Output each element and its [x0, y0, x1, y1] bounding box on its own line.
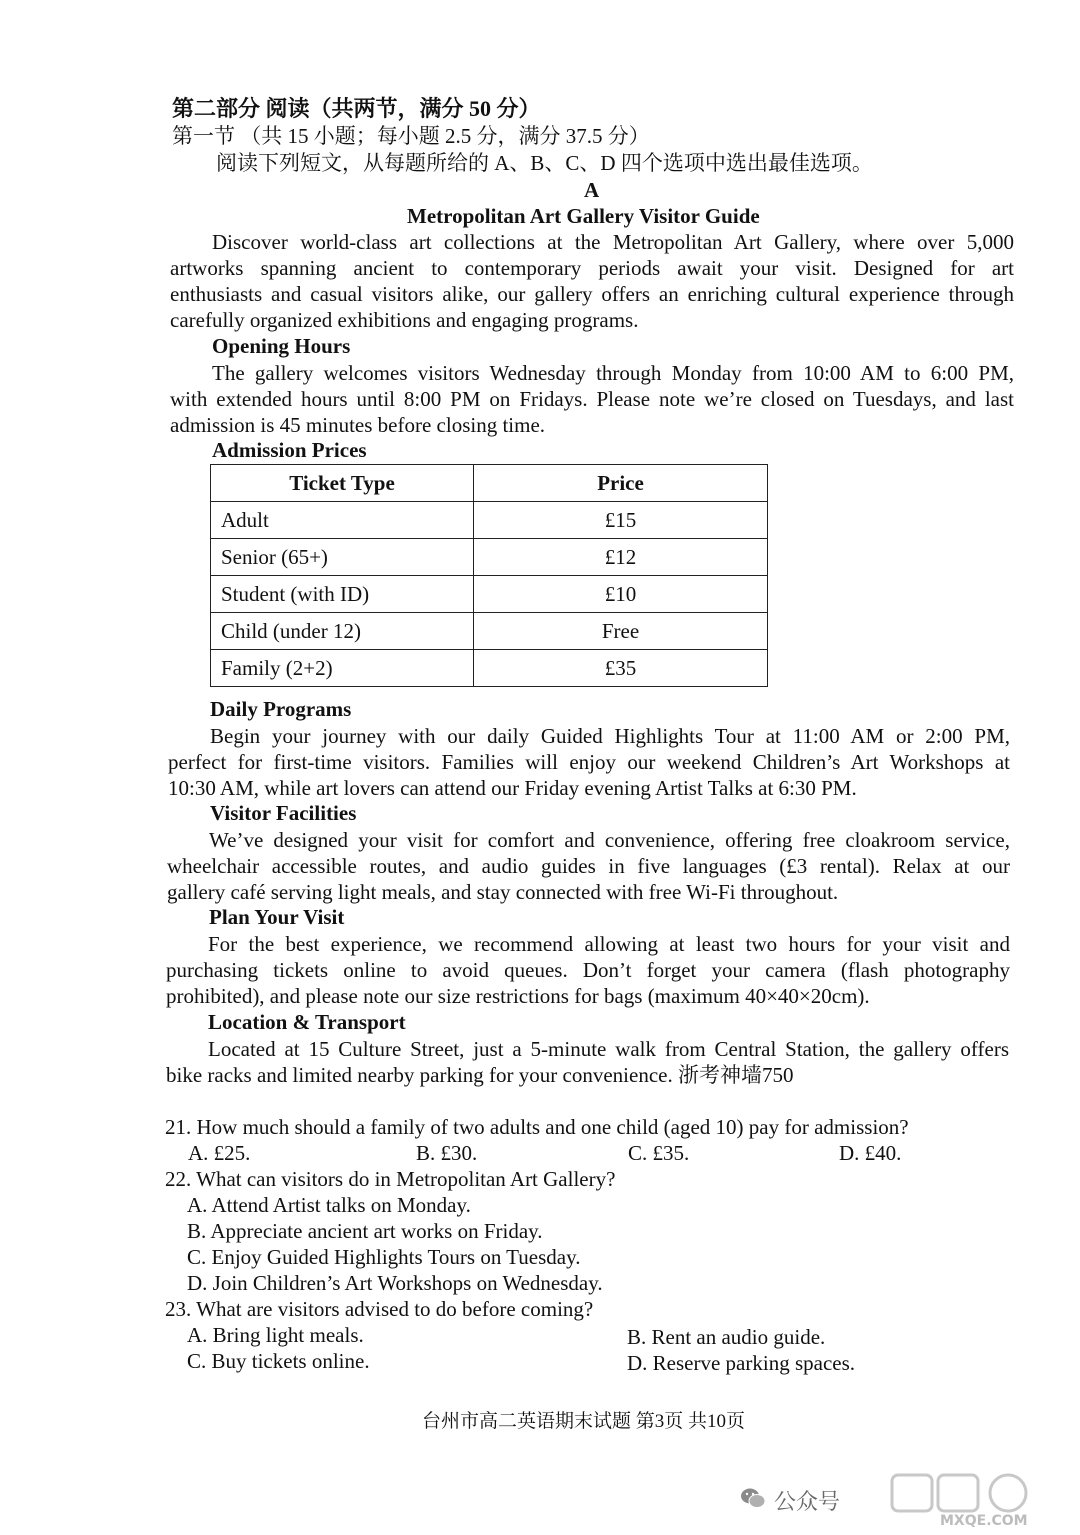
plan-line: prohibited), and please note our size restrictions for bags (maximum 40×40×20cm). [166, 984, 870, 1008]
plan-heading: Plan Your Visit [209, 905, 345, 929]
ticket-type-cell: Child (under 12) [211, 613, 474, 650]
column-header-price: Price [474, 465, 768, 502]
daily-programs-paragraph [168, 723, 1010, 801]
question-23-option-a: A. Bring light meals. [187, 1323, 364, 1347]
daily-programs-line: perfect for first-time visitors. Families will enjoy our weekend Children’s Art Workshops at [168, 750, 1010, 774]
facilities-line: gallery café serving light meals, and stay connected with free Wi-Fi throughout. [167, 880, 839, 904]
admission-prices-table [210, 464, 768, 687]
intro-line: carefully organized exhibitions and engaging programs. [170, 308, 639, 332]
question-21-option-d: D. £40. [839, 1141, 902, 1165]
daily-programs-line: 10:30 AM, while art lovers can attend our Friday evening Artist Talks at 6:30 PM. [168, 776, 857, 800]
question-23-stem: 23. What are visitors advised to do before coming? [165, 1297, 594, 1321]
question-21-stem: 21. How much should a family of two adults and one child (aged 10) pay for admission? [165, 1115, 909, 1139]
location-line: Located at 15 Culture Street, just a 5-minute walk from Central Station, the gallery offers [208, 1037, 1009, 1061]
facilities-heading: Visitor Facilities [210, 801, 357, 825]
facilities-line: wheelchair accessible routes, and audio guides in five languages (£3 rental). Relax at our [167, 854, 1010, 878]
question-22-option-c: C. Enjoy Guided Highlights Tours on Tuesday. [187, 1245, 581, 1269]
table-row [211, 502, 768, 539]
opening-hours-line: The gallery welcomes visitors Wednesday through Monday from 10:00 AM to 6:00 PM, [212, 361, 1014, 385]
ticket-type-cell: Family (2+2) [211, 650, 474, 687]
table-header-row [211, 465, 768, 502]
intro-line: enthusiasts and casual visitors alike, our gallery offers an enriching cultural experience through [170, 282, 1014, 306]
ticket-type-cell: Adult [211, 502, 474, 539]
opening-hours-line: with extended hours until 8:00 PM on Fridays. Please note we’re closed on Tuesdays, and last [170, 387, 1014, 411]
opening-hours-paragraph [170, 360, 1014, 438]
opening-hours-heading: Opening Hours [212, 334, 351, 358]
question-21-option-a: A. £25. [188, 1141, 251, 1165]
question-22-option-d: D. Join Children’s Art Workshops on Wednesday. [187, 1271, 603, 1295]
ticket-type-cell: Student (with ID) [211, 576, 474, 613]
section-heading: 第一节 （共 15 小题；每小题 2.5 分，满分 37.5 分） [172, 124, 650, 148]
question-22-option-a: A. Attend Artist talks on Monday. [187, 1193, 471, 1217]
column-header-ticket-type: Ticket Type [211, 465, 474, 502]
facilities-paragraph [167, 827, 1010, 905]
plan-line: purchasing tickets online to avoid queues. Don’t forget your camera (flash photography [166, 958, 1010, 982]
price-cell: £15 [474, 502, 768, 539]
watermark-text: MXQE.COM [940, 1513, 1028, 1529]
passage-letter: A [584, 178, 600, 202]
price-cell: £10 [474, 576, 768, 613]
question-23-option-b: B. Rent an audio guide. [627, 1325, 826, 1349]
price-cell: £12 [474, 539, 768, 576]
intro-paragraph [170, 229, 1014, 333]
daily-programs-heading: Daily Programs [210, 697, 352, 721]
intro-line: artworks spanning ancient to contemporary periods await your visit. Designed for art [170, 256, 1014, 280]
admission-heading: Admission Prices [212, 438, 367, 462]
location-heading: Location & Transport [208, 1010, 406, 1034]
watermark-logo [890, 1469, 1060, 1529]
location-paragraph [166, 1036, 1009, 1088]
daily-programs-line: Begin your journey with our daily Guided Highlights Tour at 11:00 AM or 2:00 PM, [210, 724, 1010, 748]
question-23-option-c: C. Buy tickets online. [187, 1349, 370, 1373]
brand-mark [740, 1469, 1060, 1529]
question-22-stem: 22. What can visitors do in Metropolitan Art Gallery? [165, 1167, 616, 1191]
ticket-type-cell: Senior (65+) [211, 539, 474, 576]
question-23-option-d: D. Reserve parking spaces. [627, 1351, 856, 1375]
table-row [211, 539, 768, 576]
price-cell: Free [474, 613, 768, 650]
page-footer: 台州市高二英语期末试题 第3页 共10页 [422, 1411, 746, 1432]
question-21-option-c: C. £35. [628, 1141, 690, 1165]
facilities-line: We’ve designed your visit for comfort and convenience, offering free cloakroom service, [209, 828, 1010, 852]
plan-paragraph [166, 931, 1010, 1009]
brand-label: 公众号 [774, 1490, 841, 1515]
plan-line: For the best experience, we recommend allowing at least two hours for your visit and [208, 932, 1010, 956]
location-line: bike racks and limited nearby parking for your convenience. 浙考神墙750 [166, 1063, 794, 1087]
passage-title: Metropolitan Art Gallery Visitor Guide [407, 204, 760, 228]
wechat-icon [740, 1487, 766, 1509]
intro-line: Discover world-class art collections at the Metropolitan Art Gallery, where over 5,000 [212, 230, 1014, 254]
part-heading: 第二部分 阅读（共两节，满分 50 分） [172, 96, 541, 121]
instruction-text: 阅读下列短文，从每题所给的 A、B、C、D 四个选项中选出最佳选项。 [216, 151, 873, 175]
table-row [211, 613, 768, 650]
table-row [211, 576, 768, 613]
question-22-option-b: B. Appreciate ancient art works on Friday. [187, 1219, 543, 1243]
table-row [211, 650, 768, 687]
question-21-option-b: B. £30. [416, 1141, 478, 1165]
opening-hours-line: admission is 45 minutes before closing time. [170, 413, 546, 437]
price-cell: £35 [474, 650, 768, 687]
